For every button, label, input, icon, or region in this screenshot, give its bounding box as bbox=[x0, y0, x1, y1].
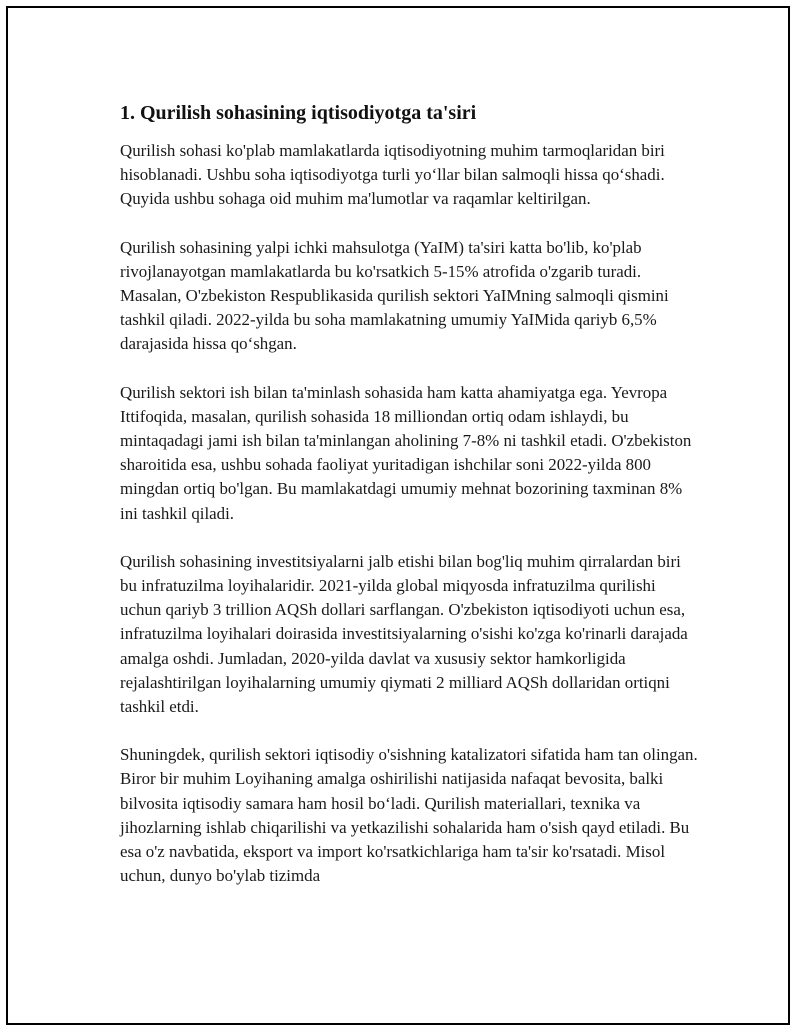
paragraph-intro: Qurilish sohasi ko'plab mamlakatlarda iqtisodiyotning muhim tarmoqlaridan biri hisoblanadi. Ushbu soha iqtisodiyotga turli yo‘llar bilan salmoqli hissa qo‘shadi. Quyida ushbu sohaga oid muhim ma'lumotlar va raqamlar keltirilgan. bbox=[120, 141, 665, 209]
paragraph-growth: Shuningdek, qurilish sektori iqtisodiy o'sishning katalizatori sifatida ham tan olingan. Biror bir muhim Loyihaning amalga oshirilishi natijasida nafaqat bevosita, balki bilvosita iqtisodiy samara ham hosil bo‘ladi. Qurilish materiallari, texnika va jihozlarning ishlab chiqarilishi va yetkazilishi sohalarida ham o'sish qayd etiladi. Bu esa o'z navbatida, eksport va import ko'rsatkichlariga ham ta'sir ko'rsatadi. Misol uchun, dunyo bo'ylab tizimda bbox=[120, 745, 698, 886]
paragraph-gdp: Qurilish sohasining yalpi ichki mahsulotga (YaIM) ta'siri katta bo'lib, ko'plab rivojlanayotgan mamlakatlarda bu ko'rsatkich 5-15% atrofida o'zgarib turadi. Masalan, O'zbekiston Respublikasida qurilish sektori YaIMning salmoqli qismini tashkil qiladi. 2022-yilda bu soha mamlakatning umumiy YaIMida qariyb 6,5% darajasida hissa qo‘shgan. bbox=[120, 237, 669, 354]
document-content bbox=[120, 100, 700, 912]
paragraph-investment: Qurilish sohasining investitsiyalarni jalb etishi bilan bog'liq muhim qirralardan biri bu infratuzilma loyihalaridir. 2021-yilda global miqyosda infratuzilma qurilishi uchun qariyb 3 trillion AQSh dollari sarflangan. O'zbekiston iqtisodiyoti uchun esa, infratuzilma loyihalari doirasida investitsiyalarning o'sishi ko'zga ko'rinarli darajada amalga oshdi. Jumladan, 2020-yilda davlat va xususiy sektor hamkorligida rejalashtirilgan loyihalarning umumiy qiymati 2 milliard AQSh dollaridan ortiqni tashkil etdi. bbox=[120, 551, 688, 717]
paragraph-employment: Qurilish sektori ish bilan ta'minlash sohasida ham katta ahamiyatga ega. Yevropa Ittifoqida, masalan, qurilish sohasida 18 milliondan ortiq odam ishlaydi, bu mintaqadagi jami ish bilan ta'minlangan aholining 7-8% ni tashkil etadi. O'zbekiston sharoitida esa, ushbu sohada faoliyat yuritadigan ishchilar soni 2022-yilda 800 mingdan ortiq bo'lgan. Bu mamlakatdagi umumiy mehnat bozorining taxminan 8% ini tashkil qiladi. bbox=[120, 382, 692, 523]
section-heading: 1. Qurilish sohasining iqtisodiyotga ta'siri bbox=[120, 102, 477, 124]
document-page bbox=[6, 6, 790, 1025]
